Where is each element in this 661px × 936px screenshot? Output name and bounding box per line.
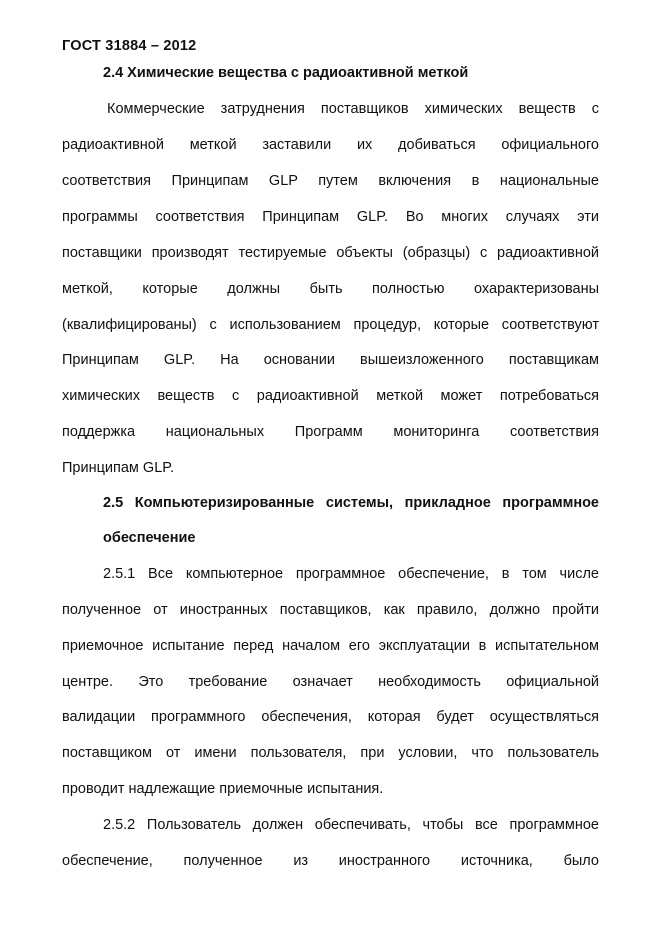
paragraph-line: меткой, которые должны быть полностью охарактеризованы <box>62 281 599 297</box>
paragraph-line: центре. Это требование означает необходимость официальной <box>62 674 599 690</box>
paragraph-line: Принципам GLP. На основании вышеизложенного поставщикам <box>62 352 599 368</box>
paragraph-line: 2.5.1 Все компьютерное программное обеспечение, в том числе <box>103 566 599 582</box>
paragraph-line: Коммерческие затруднения поставщиков химических веществ с <box>107 101 599 117</box>
paragraph-line: радиоактивной меткой заставили их добиваться официального <box>62 137 599 153</box>
paragraph-line: полученное от иностранных поставщиков, как правило, должно пройти <box>62 602 599 618</box>
paragraph-line: обеспечение, полученное из иностранного источника, было <box>62 853 599 869</box>
paragraph-line: химических веществ с радиоактивной меткой может потребоваться <box>62 388 599 404</box>
paragraph-line: программы соответствия Принципам GLP. Во многих случаях эти <box>62 209 599 225</box>
paragraph-line: поставщиком от имени пользователя, при условии, что пользователь <box>62 745 599 761</box>
paragraph-line: поддержка национальных Программ мониторинга соответствия <box>62 424 599 440</box>
paragraph-line: валидации программного обеспечения, которая будет осуществляться <box>62 709 599 725</box>
paragraph-line: соответствия Принципам GLP путем включения в национальные <box>62 173 599 189</box>
paragraph-line: Принципам GLP. <box>62 460 175 476</box>
paragraph-line: (квалифицированы) с использованием процедур, которые соответствуют <box>62 317 599 333</box>
section-heading-2-5: 2.5 Компьютеризированные системы, прикладное программное <box>103 495 599 511</box>
paragraph-line: приемочное испытание перед началом его эксплуатации в испытательном <box>62 638 599 654</box>
document-header: ГОСТ 31884 – 2012 <box>62 38 197 54</box>
section-heading-2-4: 2.4 Химические вещества с радиоактивной меткой <box>103 65 469 81</box>
paragraph-line: проводит надлежащие приемочные испытания. <box>62 781 384 797</box>
paragraph-line: поставщики производят тестируемые объекты (образцы) с радиоактивной <box>62 245 599 261</box>
paragraph-line: 2.5.2 Пользователь должен обеспечивать, чтобы все программное <box>103 817 599 833</box>
section-heading-2-5-cont: обеспечение <box>103 530 196 546</box>
